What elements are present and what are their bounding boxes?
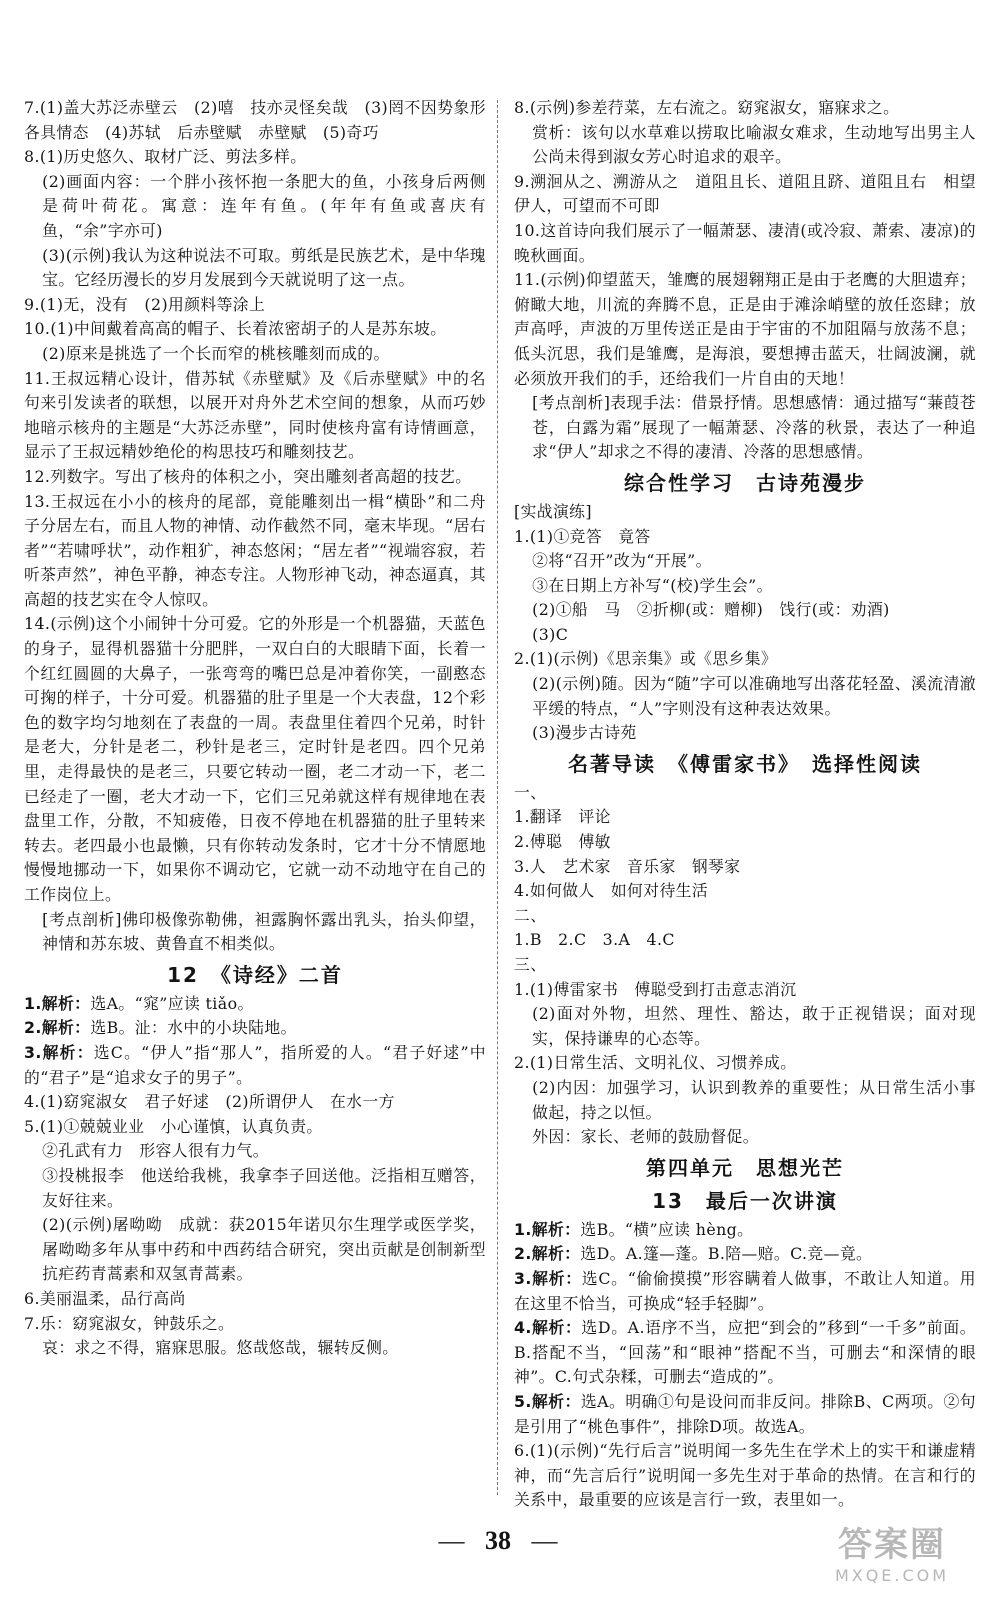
answer-paragraph	[514, 219, 976, 268]
answer-text: (2)内因：加强学习，认识到教养的重要性；从日常生活小事做起，持之以恒。	[532, 1077, 976, 1122]
answer-paragraph	[24, 342, 486, 367]
answer-text: 6.美丽温柔，品行高尚	[24, 1288, 186, 1308]
answer-paragraph	[514, 525, 976, 550]
answer-paragraph	[24, 96, 503, 145]
answer-text: 13 最后一次讲演	[652, 1188, 838, 1213]
answer-paragraph	[514, 647, 976, 672]
answer-text: 12.列数字。写出了核舟的体积之小，突出雕刻者高超的技艺。	[24, 466, 472, 486]
answer-label: 3.解析：	[514, 1268, 582, 1288]
answer-paragraph	[514, 96, 976, 121]
right-column	[514, 96, 976, 1516]
answer-text: [考点剖析]佛印极像弥勒佛，袒露胸怀露出乳头，抬头仰望，神情和苏东坡、黄鲁直不相类似。	[42, 909, 486, 954]
answer-paragraph	[514, 904, 976, 929]
answer-paragraph	[24, 465, 486, 490]
answer-paragraph	[514, 978, 976, 1003]
answer-text: ②将“召开”改为“开展”。	[532, 551, 712, 571]
answer-paragraph	[514, 781, 976, 806]
footer-dash-left: —	[438, 1526, 465, 1555]
answer-text: (2)(示例)屠呦呦 成就：获2015年诺贝尔生理学或医学奖，屠呦呦多年从事中药和中西药结合研究，突出贡献是创制新型抗疟药青蒿素和双氢青蒿素。	[42, 1215, 486, 1284]
answer-label: 1.解析：	[514, 1219, 581, 1239]
section-heading	[24, 960, 486, 990]
answer-text: 二、	[514, 905, 547, 925]
answer-text: 赏析：该句以水草难以捞取比喻淑女难求，生动地写出男主人公尚未得到淑女芳心时追求的艰辛。	[532, 122, 976, 167]
answer-text: 哀：求之不得，寤寐思服。悠哉悠哉，辗转反侧。	[42, 1338, 399, 1358]
answer-text: 选D。A.语序不当，应把“到会的”移到“一千多”前面。B.搭配不当，“回荡”和“眼神”搭配不当，可删去“和深情的眼神”。C.句式杂糅，可删去“造成的”。	[514, 1318, 976, 1387]
column-divider	[497, 100, 498, 1495]
answer-text: 选C。“伊人”指“那人”，指所爱的人。“君子好逑”中的“君子”是“追求女子的男子”。	[24, 1042, 486, 1087]
answer-paragraph	[514, 928, 976, 953]
answer-text: (2)面对外物，坦然、理性、豁达，敢于正视错误；面对现实，保持谦卑的心态等。	[532, 1004, 976, 1048]
answer-text: ③在日期上方补写“(校)学生会”。	[532, 575, 773, 595]
answer-paragraph	[24, 490, 486, 613]
answer-text: 11.王叔远精心设计，借苏轼《赤壁赋》及《后赤壁赋》中的名句来引发读者的联想，以展开对舟外艺术空间的想象，从而巧妙地暗示核舟的主题是“大苏泛赤壁”，同时使核舟富有诗情画意，显示了王叔远精妙绝伦的构思技巧和雕刻技艺。	[24, 368, 486, 462]
watermark-text-bottom: MXQE.COM	[834, 1566, 950, 1585]
answer-paragraph	[514, 121, 976, 170]
answer-text: 外因：家长、老师的鼓励督促。	[532, 1127, 759, 1147]
answer-text: (3)漫步古诗苑	[532, 723, 637, 743]
answer-paragraph	[24, 1115, 486, 1140]
answer-text: [实战演练]	[514, 501, 592, 521]
answer-label: 2.解析：	[514, 1244, 581, 1264]
watermark-logo	[812, 1524, 972, 1596]
answer-text: 12 《诗经》二首	[167, 962, 343, 987]
answer-paragraph	[514, 574, 976, 599]
answer-paragraph	[514, 1439, 976, 1513]
answer-paragraph	[24, 1312, 486, 1337]
answer-text: 7.乐：窈窕淑女，钟鼓乐之。	[24, 1313, 235, 1333]
answer-text: 一、	[514, 782, 547, 802]
answer-text: (2)原来是挑选了一个长而窄的桃核雕刻而成的。	[42, 343, 390, 363]
answer-label: 3.解析：	[24, 1042, 94, 1062]
answer-text: 选A。明确①句是设问而非反问。排除B、C两项。②句是引用了“桃色事件”，排除D项。故选A。	[514, 1391, 976, 1436]
answer-paragraph	[24, 992, 486, 1017]
section-heading	[514, 1153, 976, 1183]
answer-text: 2.傅聪 傅敏	[514, 832, 611, 852]
answer-paragraph	[24, 1213, 486, 1287]
answer-paragraph	[24, 244, 486, 293]
answer-paragraph	[514, 1051, 976, 1076]
answer-paragraph	[514, 598, 976, 623]
answer-paragraph	[514, 623, 976, 648]
answer-text: 3.人 艺术家 音乐家 钢琴家	[514, 856, 741, 876]
answer-paragraph	[514, 1390, 976, 1439]
answer-label: 4.解析：	[514, 1318, 582, 1338]
answer-text: 2.(1)日常生活、文明礼仪、习惯养成。	[514, 1053, 797, 1073]
answer-paragraph	[24, 170, 486, 244]
answer-text: 4.如何做人 如何对待生活	[514, 881, 709, 901]
answer-paragraph	[514, 549, 976, 574]
answer-text: 名著导读 《傅雷家书》 选择性阅读	[568, 751, 922, 776]
answer-label: 5.解析：	[514, 1391, 581, 1411]
answer-text: ③投桃报李 他送给我桃，我拿李子回送他。泛指相互赠答，友好往来。	[42, 1165, 486, 1210]
answer-paragraph	[514, 1125, 976, 1150]
answer-paragraph	[514, 391, 976, 465]
answer-paragraph	[514, 855, 976, 880]
answer-label: 1.解析：	[24, 993, 91, 1013]
answer-text: (3)C	[532, 624, 569, 644]
answer-text: 综合性学习 古诗苑漫步	[624, 470, 866, 495]
answer-paragraph	[514, 1218, 976, 1243]
answer-text: 2.(1)(示例)《思亲集》或《思乡集》	[514, 649, 778, 669]
answer-text: 10.(1)中间戴着高高的帽子、长着浓密胡子的人是苏东坡。	[24, 319, 447, 339]
answer-paragraph	[24, 1164, 486, 1213]
answer-paragraph	[514, 721, 976, 746]
answer-paragraph	[24, 367, 486, 465]
answer-text: ②孔武有力 形容人很有力气。	[42, 1141, 269, 1161]
answer-paragraph	[24, 612, 486, 907]
answer-paragraph	[514, 830, 976, 855]
answer-text: 选A。“窕”应读 tiǎo。	[90, 993, 254, 1013]
answer-paragraph	[514, 1002, 976, 1051]
answer-text: 4.(1)窈窕淑女 君子好逑 (2)所谓伊人 在水一方	[24, 1092, 395, 1112]
watermark-text-top: 答案圈	[838, 1525, 946, 1565]
answer-paragraph	[24, 145, 486, 170]
answer-paragraph	[514, 953, 976, 978]
answer-paragraph	[24, 1090, 486, 1115]
answer-paragraph	[514, 170, 976, 219]
answer-paragraph	[514, 268, 976, 391]
answer-text: 7.(1)盖大苏泛赤壁云 (2)嘻 技亦灵怪矣哉 (3)罔不因势象形 各具情态 (4)苏轼 后赤壁赋 赤壁赋 (5)奇巧	[24, 98, 503, 142]
answer-text: [考点剖析]表现手法：借景抒情。思想感情：通过描写“蒹葭苍苍，白露为霜”展现了一幅萧瑟、冷落的秋景，表达了一种追求“伊人”却求之不得的凄清、冷落的思想感情。	[532, 393, 976, 462]
answer-paragraph	[514, 805, 976, 830]
answer-paragraph	[24, 317, 486, 342]
section-heading	[514, 749, 976, 779]
answer-text: (2)(示例)随。因为“随”字可以准确地写出落花轻盈、溪流清澈平缓的特点，“人”字则没有这种表达效果。	[532, 674, 976, 718]
answer-paragraph	[514, 879, 976, 904]
answer-paragraph	[24, 1016, 486, 1041]
answer-text: 6.(1)(示例)“先行后言”说明闻一多先生在学术上的实干和谦虚精神，而“先言后行”说明闻一多先生对于革命的热情。在言和行的关系中，最重要的应该是言行一致，表里如一。	[514, 1441, 976, 1510]
answer-text: (3)(示例)我认为这种说法不可取。剪纸是民族艺术，是中华瑰宝。它经历漫长的岁月发展到今天就说明了这一点。	[42, 245, 486, 290]
answer-text: (2)①船 马 ②折柳(或：赠柳) 饯行(或：劝酒)	[532, 600, 890, 620]
page-number: 38	[485, 1526, 511, 1555]
answer-paragraph	[24, 908, 486, 957]
answer-text: 8.(1)历史悠久、取材广泛、剪法多样。	[24, 147, 307, 167]
left-column	[24, 96, 503, 1516]
answer-text: 11.(示例)仰望蓝天，雏鹰的展翅翱翔正是由于老鹰的大胆遗弃；俯瞰大地，川流的奔腾不息，正是由于滩涂峭壁的放任恣肆；放声高呼，声波的万里传送正是由于宇宙的不加阻隔与放荡不息；低头沉思，我们是雏鹰，是海浪，要想搏击蓝天，壮阔波澜，就必须放开我们的手，还给我们一片自由的天地！	[514, 270, 976, 388]
answer-text: (2)画面内容：一个胖小孩怀抱一条肥大的鱼，小孩身后两侧是荷叶荷花。寓意：连年有鱼。(年年有鱼或喜庆有鱼，“余”字亦可)	[42, 171, 486, 240]
answer-paragraph	[24, 1287, 486, 1312]
answer-text: 9.(1)无，没有 (2)用颜料等涂上	[24, 294, 266, 314]
answer-paragraph	[24, 1041, 486, 1090]
answer-text: 9.溯洄从之、溯游从之 道阻且长、道阻且跻、道阻且右 相望伊人，可望而不可即	[514, 171, 976, 216]
answer-text: 选B。沚：水中的小块陆地。	[90, 1018, 297, 1038]
answer-text: 8.(示例)参差荇菜，左右流之。窈窕淑女，寤寐求之。	[514, 98, 900, 117]
answer-text: 1.(1)傅雷家书 傅聪受到打击意志消沉	[514, 979, 797, 999]
answer-paragraph	[24, 1336, 486, 1361]
answer-text: 选D。A.篷—蓬。B.陪—赔。C.竞—竟。	[580, 1244, 873, 1264]
answer-label: 2.解析：	[24, 1018, 91, 1038]
answer-paragraph	[514, 1267, 976, 1316]
footer-dash-right: —	[531, 1526, 558, 1555]
answer-text: 选C。“偷偷摸摸”形容瞒着人做事，不敢让人知道。用在这里不恰当，可换成“轻手轻脚”。	[514, 1268, 976, 1313]
answer-paragraph	[514, 672, 976, 721]
answer-paragraph	[24, 1139, 486, 1164]
answer-text: 第四单元 思想光芒	[646, 1155, 844, 1180]
section-heading	[514, 468, 976, 498]
answer-text: 1.(1)①竞答 竟答	[514, 526, 651, 546]
answer-paragraph	[24, 293, 486, 318]
answer-paragraph	[514, 1242, 976, 1267]
answer-text: 13.王叔远在小小的核舟的尾部，竟能雕刻出一楫“横卧”和二舟子分居左右，而且人物的神情、动作截然不同，毫末毕现。“居右者”“若啸呼状”，动作粗犷，神态悠闲；“居左者”“视端容寂，若听茶声然”，神色平静，神态专注。人物形神飞动，神态逼真，其高超的技艺实在令人惊叹。	[24, 491, 486, 609]
answer-paragraph	[514, 1076, 976, 1125]
answer-text: 1.B 2.C 3.A 4.C	[514, 930, 675, 950]
answer-paragraph	[514, 500, 976, 525]
answer-text: 10.这首诗向我们展示了一幅萧瑟、凄清(或冷寂、萧索、凄凉)的晚秋画面。	[514, 220, 976, 265]
answer-text: 1.翻译 评论	[514, 807, 611, 827]
section-heading	[514, 1186, 976, 1216]
answer-text: 14.(示例)这个小闹钟十分可爱。它的外形是一个机器猫，天蓝色的身子，显得机器猫十分肥胖，一双白白的大眼睛下面，长着一个红红圆圆的大鼻子，一张弯弯的嘴巴总是冲着你笑，一副憨态可掬的样子，十分可爱。机器猫的肚子里是一个大表盘，12个彩色的数字均匀地刻在了表盘的一周。表盘里住着四个兄弟，时针是老大，分针是老二，秒针是老三，定时针是老四。四个兄弟里，走得最快的是老三，只要它转动一圈，老二才动一下，老二已经走了一圈，老大才动一下，它们三兄弟就这样有规律地在表盘里工作，分散，不知疲倦，日夜不停地在机器猫的肚子里转来转去。老四最小也最懒，只有你转动发条时，它才十分不情愿地慢慢地挪动一下，如果你不调动它，它就一动不动地守在自己的工作岗位上。	[24, 614, 486, 904]
answer-text: 5.(1)①兢兢业业 小心谨慎，认真负责。	[24, 1116, 323, 1136]
answer-text: 选B。“横”应读 hèng。	[580, 1219, 754, 1239]
answer-text: 三、	[514, 955, 547, 974]
answer-paragraph	[514, 1316, 976, 1390]
